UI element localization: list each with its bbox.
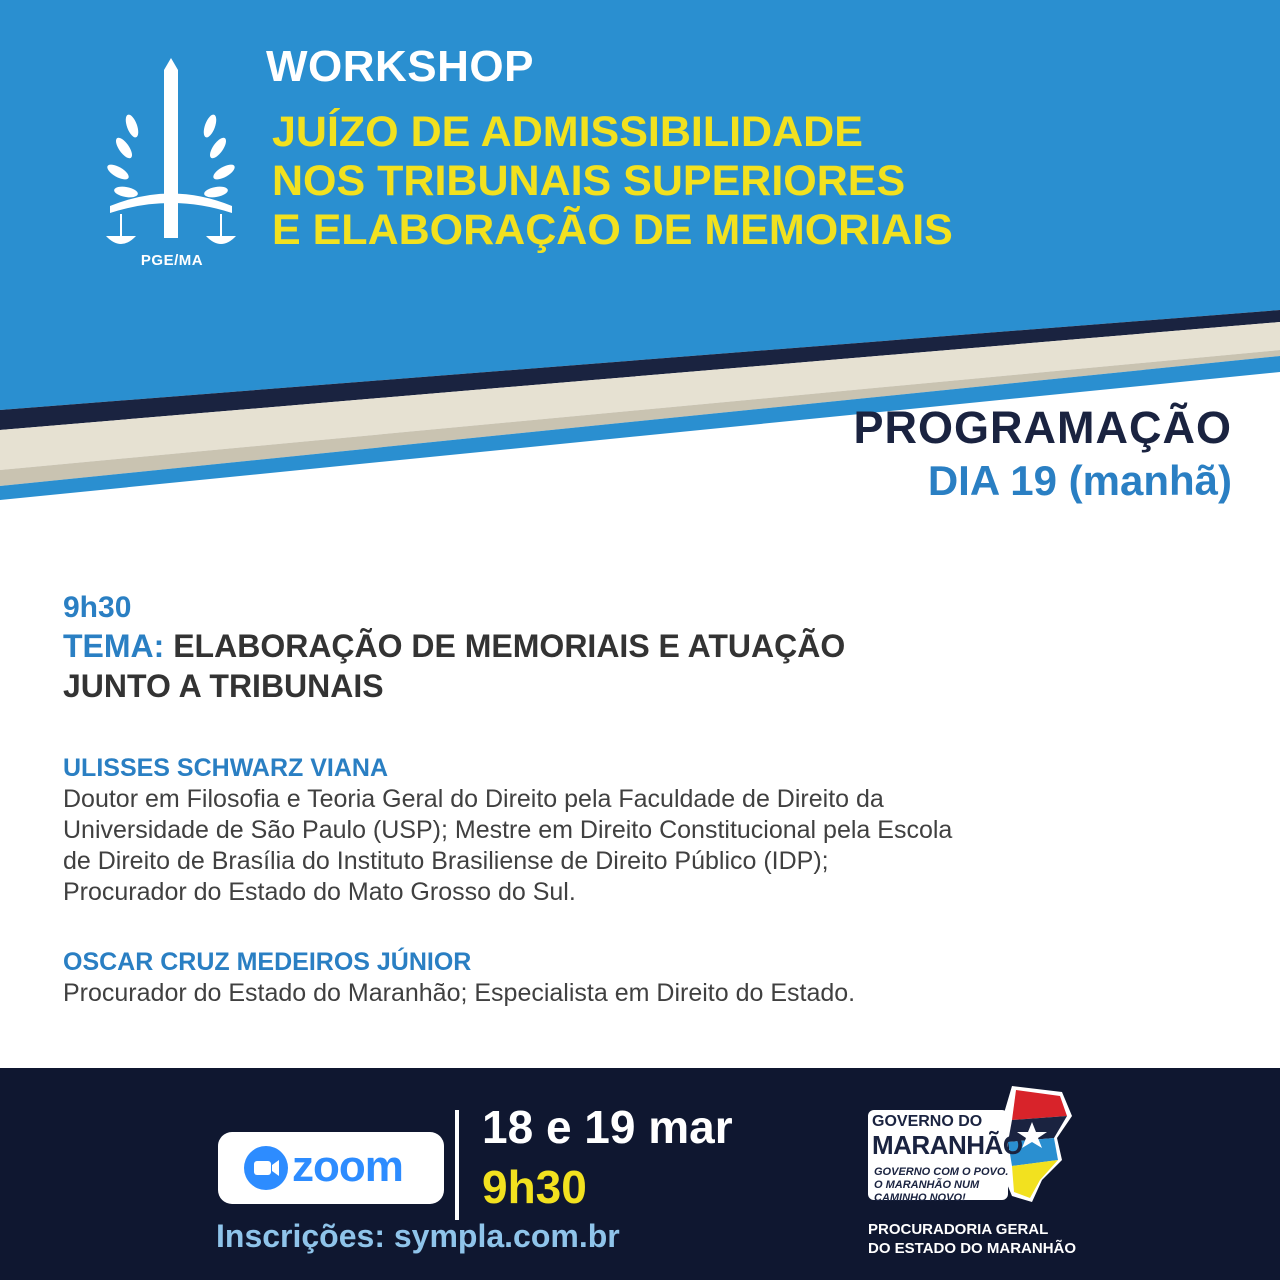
logo-label: PGE/MA (140, 252, 204, 269)
speaker-name: OSCAR CRUZ MEDEIROS JÚNIOR (63, 948, 472, 976)
pge-name-line: PROCURADORIA GERAL (868, 1221, 1049, 1238)
zoom-label: zoom (292, 1142, 403, 1191)
theme-text: ELABORAÇÃO DE MEMORIAIS E ATUAÇÃO (173, 628, 846, 664)
governo-line2: MARANHÃO (872, 1130, 1023, 1160)
justice-sword-icon (164, 58, 178, 238)
programacao-day: DIA 19 (manhã) (927, 457, 1232, 504)
speaker-bio-line: Procurador do Estado do Maranhão; Especialista em Direito do Estado. (63, 979, 856, 1007)
zoom-badge (218, 1132, 444, 1204)
footer-divider (455, 1110, 459, 1220)
speaker-bio-line: Doutor em Filosofia e Teoria Geral do Direito pela Faculdade de Direito da (63, 785, 884, 813)
session-theme (63, 626, 1213, 666)
event-title-line: E ELABORAÇÃO DE MEMORIAIS (272, 206, 953, 254)
event-title-line: NOS TRIBUNAIS SUPERIORES (272, 157, 906, 205)
workshop-label: WORKSHOP (266, 42, 534, 91)
governo-line1: GOVERNO DO (872, 1113, 983, 1130)
speaker-name: ULISSES SCHWARZ VIANA (63, 754, 389, 782)
speaker-block (63, 946, 1213, 1009)
speaker-bio-line: Universidade de São Paulo (USP); Mestre em Direito Constitucional pela Escola (63, 816, 953, 844)
governo-slogan: GOVERNO COM O POVO. O MARANHÃO NUM CAMINHO NOVO! (874, 1166, 1009, 1204)
speaker-bio-line: Procurador do Estado do Mato Grosso do Sul. (63, 878, 576, 906)
speaker-bio-line: de Direito de Brasília do Instituto Brasiliense de Direito Público (IDP); (63, 847, 829, 875)
registration-link[interactable]: Inscrições: sympla.com.br (216, 1218, 620, 1254)
event-date: 18 e 19 mar (482, 1101, 733, 1153)
programacao-block (854, 400, 1233, 506)
zoom-camera-icon (244, 1146, 288, 1190)
event-title (272, 108, 953, 255)
governo-logo (862, 1076, 1077, 1206)
theme-label: TEMA: (63, 628, 165, 664)
pge-name-line: DO ESTADO DO MARANHÃO (868, 1240, 1077, 1257)
session-content (63, 590, 1213, 1009)
programacao-title: PROGRAMAÇÃO (853, 402, 1232, 453)
session-theme-continued: JUNTO A TRIBUNAIS (63, 668, 384, 704)
event-hour: 9h30 (482, 1161, 587, 1213)
pge-logo (96, 56, 246, 278)
pge-name (868, 1220, 1076, 1258)
event-title-line: JUÍZO DE ADMISSIBILIDADE (272, 108, 863, 156)
session-time: 9h30 (63, 591, 132, 624)
footer-bar (0, 1068, 1280, 1280)
speaker-block (63, 752, 1213, 908)
